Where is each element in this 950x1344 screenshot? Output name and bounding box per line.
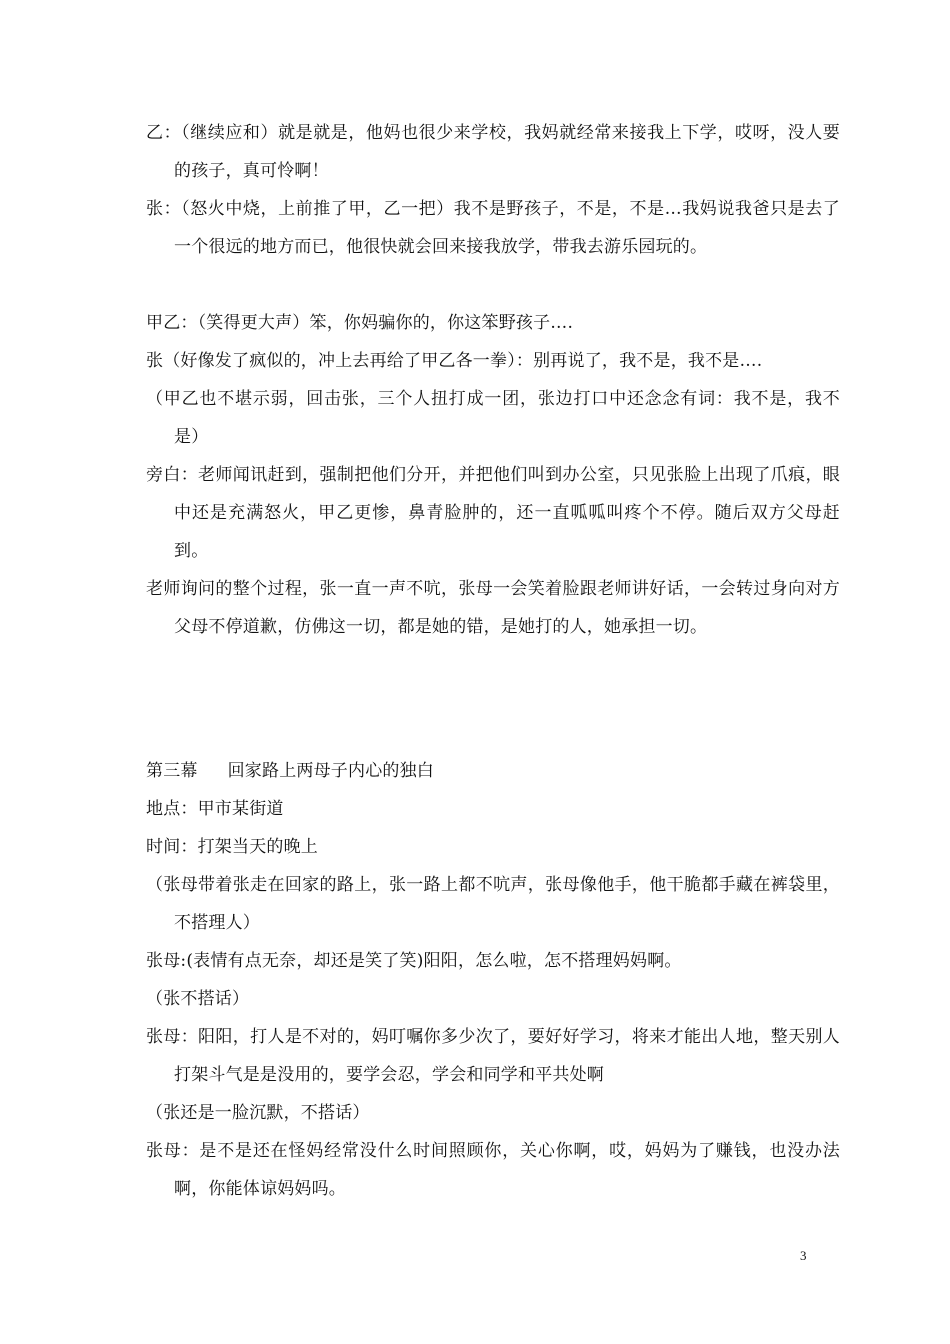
- scene-heading: [146, 752, 812, 790]
- narration-paragraph: 旁白：老师闻讯赶到，强制把他们分开，并把他们叫到办公室，只见张脸上出现了爪痕，眼中还是充满怒火，甲乙更惨，鼻青脸肿的，还一直呱呱叫疼个不停。随后双方父母赶到。: [146, 465, 840, 561]
- dialogue-paragraph: 乙：（继续应和）就是就是，他妈也很少来学校，我妈就经常来接我上下学，哎呀，没人要的孩子，真可怜啊！: [146, 123, 840, 181]
- scene-title: 回家路上两母子内心的独白: [227, 761, 435, 781]
- dialogue-paragraph: 甲乙：（笑得更大声）笨，你妈骗你的，你这笨野孩子….: [146, 313, 574, 333]
- stage-direction: （张还是一脸沉默，不搭话）: [146, 1103, 370, 1123]
- scene-act: 第三幕: [146, 761, 198, 781]
- dialogue-paragraph: 张母:(表情有点无奈，却还是笑了笑)阳阳，怎么啦，怎不搭理妈妈啊。: [146, 951, 682, 971]
- page-number: 3: [800, 1248, 807, 1263]
- stage-direction: （张母带着张走在回家的路上，张一路上都不吭声，张母像他手，他干脆都手藏在裤袋里，不搭理人）: [146, 875, 840, 933]
- narration-paragraph: 老师询问的整个过程，张一直一声不吭，张母一会笑着脸跟老师讲好话，一会转过身向对方父母不停道歉，仿佛这一切，都是她的错，是她打的人，她承担一切。: [146, 579, 840, 637]
- stage-direction: （甲乙也不堪示弱，回击张，三个人扭打成一团，张边打口中还念念有词：我不是，我不是）: [146, 389, 840, 447]
- dialogue-paragraph: 张母：是不是还在怪妈经常没什么时间照顾你，关心你啊，哎，妈妈为了赚钱，也没办法啊，你能体谅妈妈吗。: [146, 1141, 840, 1199]
- stage-direction: （张不搭话）: [146, 989, 250, 1009]
- dialogue-paragraph: 张（好像发了疯似的，冲上去再给了甲乙各一拳）：别再说了，我不是，我不是….: [146, 351, 763, 371]
- dialogue-paragraph: 张：（怒火中烧，上前推了甲，乙一把）我不是野孩子，不是，不是…我妈说我爸只是去了一个很远的地方而已，他很快就会回来接我放学，带我去游乐园玩的。: [146, 199, 840, 257]
- scene-time: 时间：打架当天的晚上: [146, 837, 318, 857]
- scene-location: 地点：甲市某街道: [146, 799, 284, 819]
- dialogue-paragraph: 张母：阳阳，打人是不对的，妈叮嘱你多少次了，要好好学习，将来才能出人地，整天别人打架斗气是是没用的，要学会忍，学会和同学和平共处啊: [146, 1027, 840, 1085]
